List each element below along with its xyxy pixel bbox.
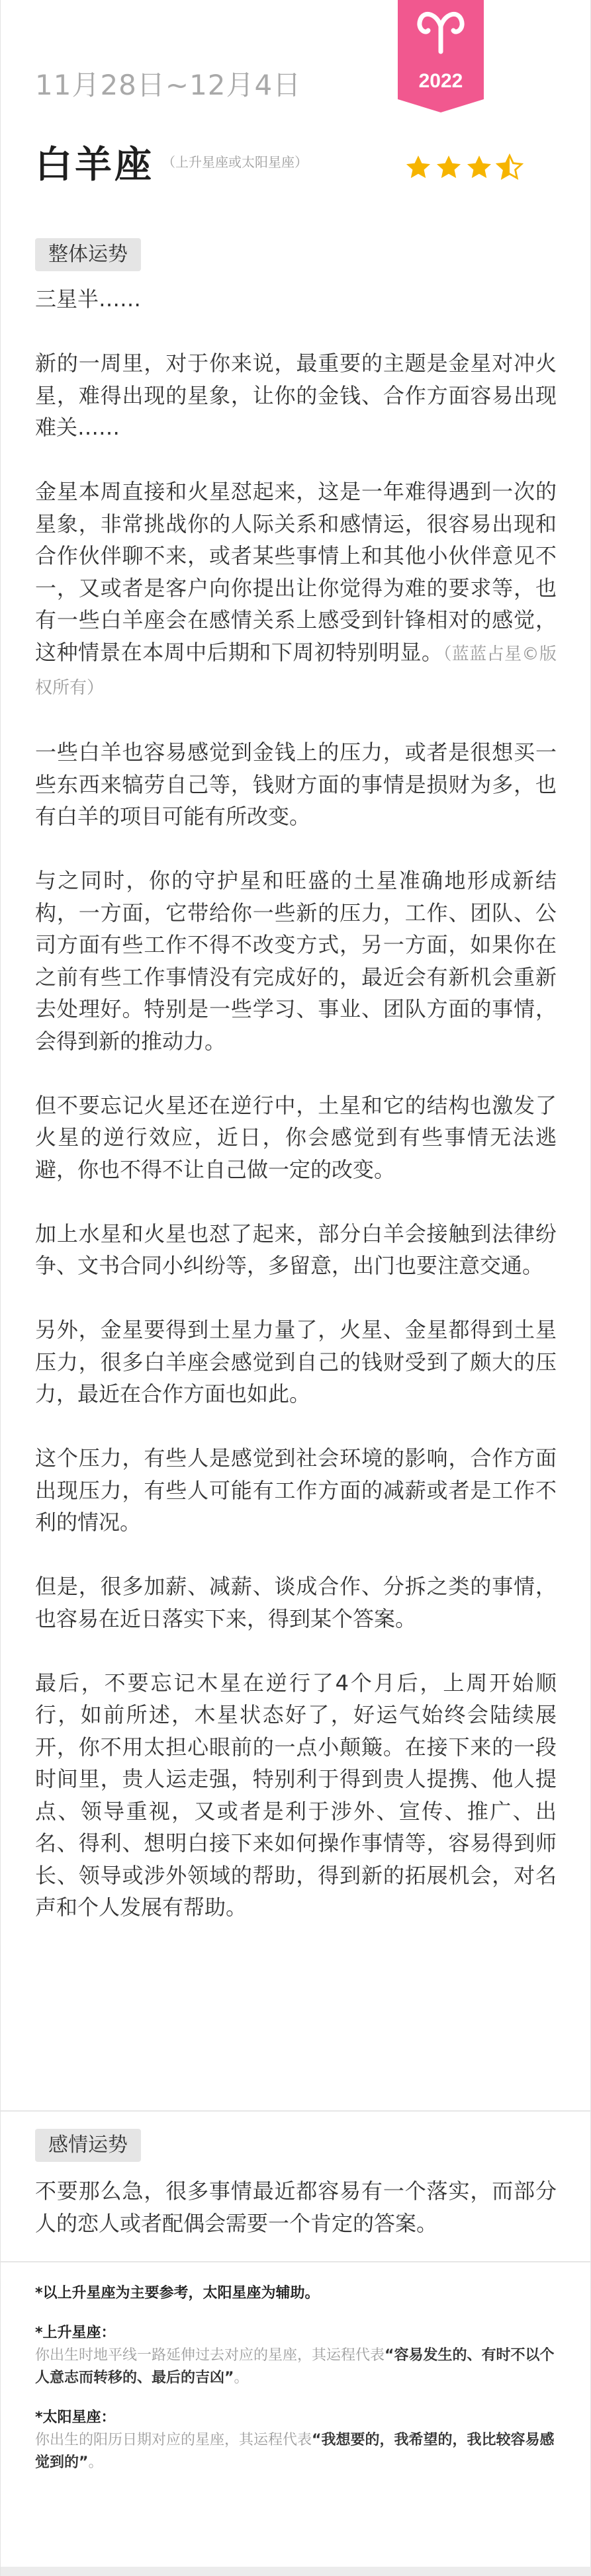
sign-subtitle: （上升星座或太阳星座） [162, 154, 308, 170]
note-rising-desc: 你出生时地平线一路延伸过去对应的星座，其运程代表 [35, 2347, 385, 2364]
note-sun-quote: “我想要的，我希望的，我比较容易感觉到的” [35, 2432, 555, 2471]
note-rising-text [35, 2344, 565, 2389]
footnotes [35, 2282, 565, 2474]
overall-paragraph: 一些白羊也容易感觉到金钱上的压力，或者是很想买一些东西来犒劳自己等，钱财方面的事情是损财为多，也有白羊的项目可能有所改变。 [35, 740, 557, 829]
section-divider [1, 2110, 591, 2112]
star-full-icon [465, 153, 493, 181]
date-range: 11月28日~12月4日 [35, 69, 302, 101]
rating-stars [404, 153, 523, 181]
star-full-icon [404, 153, 432, 181]
section-divider [1, 2261, 591, 2262]
overall-fortune-text [35, 283, 557, 1955]
overall-paragraph: 三星半…… [35, 286, 142, 312]
love-paragraph: 不要那么急，很多事情最近都容易有一个落实，而部分人的恋人或者配偶会需要一个肯定的答案。 [35, 2178, 557, 2236]
note-sun-title: *太阳星座： [35, 2409, 116, 2426]
note-rising-end: 。 [234, 2370, 249, 2386]
overall-paragraph: 另外，金星要得到土星力量了，火星、金星都得到土星压力，很多白羊座会感觉到自己的钱财受到了颇大的压力，最近在合作方面也如此。 [35, 1317, 557, 1406]
title-row [35, 136, 308, 189]
overall-paragraph: 这个压力，有些人是感觉到社会环境的影响，合作方面出现压力，有些人可能有工作方面的减薪或者是工作不利的情况。 [35, 1445, 557, 1535]
note-rising-title: *上升星座： [35, 2325, 116, 2341]
overall-fortune-tag: 整体运势 [35, 238, 141, 271]
overall-paragraph: 但是，很多加薪、减薪、谈成合作、分拆之类的事情，也容易在近日落实下来，得到某个答案。 [35, 1574, 557, 1631]
overall-paragraph: 与之同时，你的守护星和旺盛的土星准确地形成新结构，一方面，它带给你一些新的压力，工作、团队、公司方面有些工作不得不改变方式，另一方面，如果你在之前有些工作事情没有完成好的，最近会有新机会重新去处理好。特别是一些学习、事业、团队方面的事情，会得到新的推动力。 [35, 868, 557, 1054]
overall-paragraph: 新的一周里，对于你来说，最重要的主题是金星对冲火星，难得出现的星象，让你的金钱、合作方面容易出现难关…… [35, 351, 557, 440]
love-fortune-tag: 感情运势 [35, 2129, 141, 2162]
note-main: *以上升星座为主要参考，太阳星座为辅助。 [35, 2285, 320, 2301]
overall-paragraph: 最后，不要忘记木星在逆行了4个月后，上周开始顺行，如前所述，木星状态好了，好运气始终会陆续展开，你不用太担心眼前的一点小颠簸。在接下来的一段时间里，贵人运走强，特别利于得到贵人提携、他人提点、领导重视，又或者是利于涉外、宣传、推广、出名、得利、想明白接下来如何操作事情等，容易得到师长、领导或涉外领域的帮助，得到新的拓展机会，对名声和个人发展有帮助。 [35, 1670, 557, 1920]
overall-paragraph: 加上水星和火星也怼了起来，部分白羊会接触到法律纷争、文书合同小纠纷等，多留意，出门也要注意交通。 [35, 1221, 557, 1278]
overall-paragraph-text: 金星本周直接和火星怼起来，这是一年难得遇到一次的星象，非常挑战你的人际关系和感情运，很容易出现和合作伙伴聊不来，或者某些事情上和其他小伙伴意见不一，又或者是客户向你提出让你觉得为难的要求等，也有一些白羊座会在感情关系上感受到针锋相对的感觉，这种情景在本周中后期和下周初特别明显。 [35, 479, 557, 665]
star-half-icon [496, 153, 523, 181]
note-rising-quote: “容易发生的、有时不以个人意志而转移的、最后的吉凶” [35, 2347, 555, 2386]
note-sun-text [35, 2429, 565, 2474]
love-fortune-text [35, 2175, 557, 2272]
overall-paragraph [35, 476, 557, 705]
star-full-icon [435, 153, 463, 181]
sign-title: 白羊座 [35, 144, 154, 187]
copyright-credit: （蓝蓝占星©版权所有） [35, 644, 557, 698]
badge-year: 2022 [418, 70, 463, 92]
bottom-border [1, 2567, 591, 2576]
year-badge [398, 0, 484, 112]
overall-paragraph: 但不要忘记火星还在逆行中，土星和它的结构也激发了火星的逆行效应，近日，你会感觉到有些事情无法逃避，你也不得不让自己做一定的改变。 [35, 1092, 557, 1182]
note-sun-desc: 你出生的阳历日期对应的星座，其运程代表 [35, 2432, 312, 2448]
note-sun-end: 。 [88, 2454, 103, 2471]
